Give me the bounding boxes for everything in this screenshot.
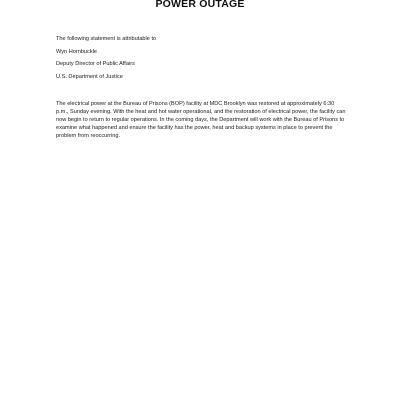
statement-paragraph: The electrical power at the Bureau of Prisons (BOP) facility at MDC Brooklyn was restored at approximately 6:30 p.m., Sunday evening. With the heat and hot water operational, and the restoration of electrical power, the facility can now begin to return to regular operations. In the coming days, the Department will work with the Bureau of Prisons to examine what happened and ensure the facility has the power, heat and backup systems in place to prevent the problem from reoccurring. <box>56 101 346 139</box>
attribution-block <box>56 37 156 87</box>
document-title: POWER OUTAGE <box>155 0 245 10</box>
attribution-agency: U.S. Department of Justice <box>56 73 123 80</box>
attribution-position: Deputy Director of Public Affairs <box>56 61 135 67</box>
attribution-intro: The following statement is attributable to <box>56 36 157 42</box>
attribution-name: Wyn Hornbuckle <box>56 48 97 55</box>
